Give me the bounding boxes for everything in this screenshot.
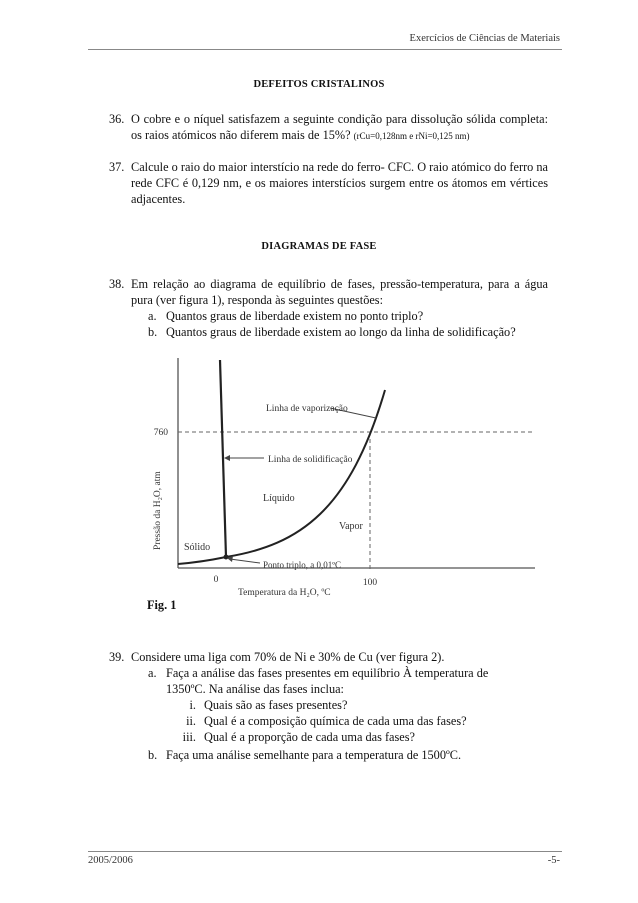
question-39a-i: i. Quais são as fases presentes?: [189, 698, 348, 712]
question-number: 38.: [109, 277, 125, 291]
question-text: Calcule o raio do maior interstício na rede do ferro- CFC. O raio atómico do ferro na rede CFC é 0,129 nm, e os maiores interstícios surgem entre os átomos em vértices adjacentes.: [131, 160, 548, 206]
footer-divider: [88, 851, 562, 852]
question-38: [110, 276, 548, 308]
question-38b: b. Quantos graus de liberdade existem ao longo da linha de solidificação?: [148, 325, 516, 339]
question-text: Considere uma liga com 70% de Ni e 30% de Cu (ver figura 2).: [131, 650, 445, 664]
footer-year: 2005/2006: [88, 855, 133, 866]
question-number: 39.: [109, 650, 125, 664]
page-number: -5-: [547, 855, 560, 866]
question-38a: a. Quantos graus de liberdade existem no ponto triplo?: [148, 309, 424, 323]
phase-diagram-figure: [140, 350, 550, 600]
solidification-label: Linha de solidificação: [268, 455, 353, 465]
vapor-label: Vapor: [339, 521, 363, 532]
tick-100: 100: [362, 578, 378, 588]
question-37: [110, 159, 548, 207]
triple-point-label: Ponto triplo, a 0,01ºC: [263, 560, 342, 570]
question-text: Em relação ao diagrama de equilíbrio de fases, pressão-temperatura, para a água pura (ver figura 1), responda às seguintes questões:: [131, 277, 548, 307]
solid-label: Sólido: [184, 542, 211, 553]
question-number: 37.: [109, 160, 125, 174]
question-39b: b. Faça uma análise semelhante para a temperatura de 1500ºC.: [148, 748, 462, 762]
y-axis-label: Pressão da H₂O, atm: [153, 471, 163, 550]
tick-760: 760: [153, 428, 168, 438]
question-36: [110, 111, 548, 144]
vaporization-label: Linha de vaporização: [266, 404, 348, 414]
question-text: O cobre e o níquel satisfazem a seguinte condição para dissolução sólida completa: os raios atómicos não diferem mais de 15%?: [131, 112, 548, 142]
section-title-phase-diagrams: DIAGRAMAS DE FASE: [261, 241, 377, 252]
question-39a-iii: iii. Qual é a proporção de cada uma das fases?: [182, 730, 415, 744]
question-39a-cont: 1350ºC. Na análise das fases inclua:: [166, 682, 344, 696]
triple-point-marker: [224, 555, 229, 560]
figure-caption: Fig. 1: [147, 598, 177, 612]
question-39a: a. Faça a análise das fases presentes em equilíbrio À temperatura de: [148, 666, 489, 680]
header-divider: [88, 49, 562, 50]
x-axis-label: Temperatura da H₂O, ºC: [238, 588, 331, 598]
radius-note: (rCu=0,128nm e rNi=0,125 nm): [353, 131, 470, 141]
question-39a-ii: ii. Qual é a composição química de cada uma das fases?: [186, 714, 467, 728]
tick-0: 0: [213, 575, 219, 585]
question-number: 36.: [109, 112, 125, 126]
page-header: Exercícios de Ciências de Materiais: [409, 33, 560, 44]
section-title-crystal-defects: DEFEITOS CRISTALINOS: [253, 79, 385, 90]
question-39: [110, 649, 548, 665]
liquid-label: Líquido: [263, 493, 295, 504]
